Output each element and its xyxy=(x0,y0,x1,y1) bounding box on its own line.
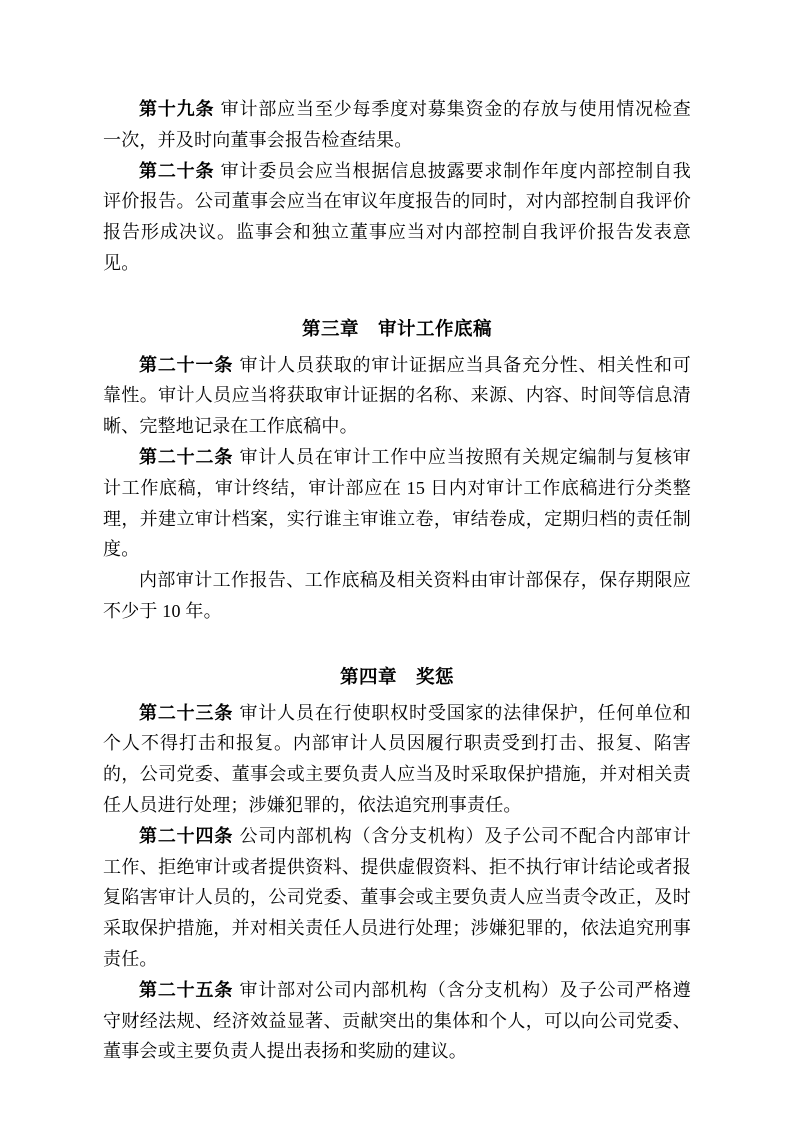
paragraph-text: 内部审计工作报告、工作底稿及相关资料由审计部保存，保存期限应不少于 10 年。 xyxy=(103,570,691,621)
article-number: 第二十四条 xyxy=(139,825,234,846)
paragraph-text: 审计人员获取的审计证据应当具备充分性、相关性和可靠性。审计人员应当将获取审计证据的名称、来源、内容、时间等信息清晰、完整地记录在工作底稿中。 xyxy=(103,354,691,437)
paragraph-text: 审计人员在行使职权时受国家的法律保护，任何单位和个人不得打击和报复。内部审计人员因履行职责受到打击、报复、陷害的，公司党委、董事会或主要负责人应当及时采取保护措施，并对相关责任人员进行处理；涉嫌犯罪的，依法追究刑事责任。 xyxy=(103,702,691,815)
paragraph xyxy=(103,350,691,442)
paragraph xyxy=(103,975,691,1067)
paragraph-text: 审计委员会应当根据信息披露要求制作年度内部控制自我评价报告。公司董事会应当在审议年度报告的同时，对内部控制自我评价报告形成决议。监事会和独立董事应当对内部控制自我评价报告发表意见。 xyxy=(103,160,691,273)
article-number: 第二十一条 xyxy=(139,354,234,375)
article-number: 第二十条 xyxy=(139,160,215,181)
paragraph xyxy=(103,442,691,565)
document-page-content xyxy=(103,94,691,1067)
article-number: 第二十三条 xyxy=(139,702,234,723)
paragraph-text: 公司内部机构（含分支机构）及子公司不配合内部审计工作、拒绝审计或者提供资料、提供虚假资料、拒不执行审计结论或者报复陷害审计人员的，公司党委、董事会或主要负责人应当责令改正，及时采取保护措施，并对相关责任人员进行处理；涉嫌犯罪的，依法追究刑事责任。 xyxy=(103,825,691,969)
paragraph xyxy=(103,698,691,821)
chapter-heading: 第三章 审计工作底稿 xyxy=(301,319,492,340)
paragraph xyxy=(103,821,691,975)
paragraph-text: 审计部对公司内部机构（含分支机构）及子公司严格遵守财经法规、经济效益显著、贡献突出的集体和个人，可以向公司党委、董事会或主要负责人提出表扬和奖励的建议。 xyxy=(103,979,691,1062)
article-number: 第二十二条 xyxy=(139,446,234,467)
paragraph xyxy=(103,565,691,627)
paragraph xyxy=(103,156,691,279)
paragraph-text: 审计部应当至少每季度对募集资金的存放与使用情况检查一次，并及时向董事会报告检查结果。 xyxy=(103,99,691,150)
article-number: 第二十五条 xyxy=(139,979,234,1000)
article-number: 第十九条 xyxy=(139,99,215,119)
paragraph xyxy=(103,94,691,156)
paragraph-text: 审计人员在审计工作中应当按照有关规定编制与复核审计工作底稿，审计终结，审计部应在 15 日内对审计工作底稿进行分类整理，并建立审计档案，实行谁主审谁立卷，审结卷成，定期归档的责任制度。 xyxy=(103,446,691,560)
chapter-heading: 第四章 奖惩 xyxy=(339,667,454,688)
